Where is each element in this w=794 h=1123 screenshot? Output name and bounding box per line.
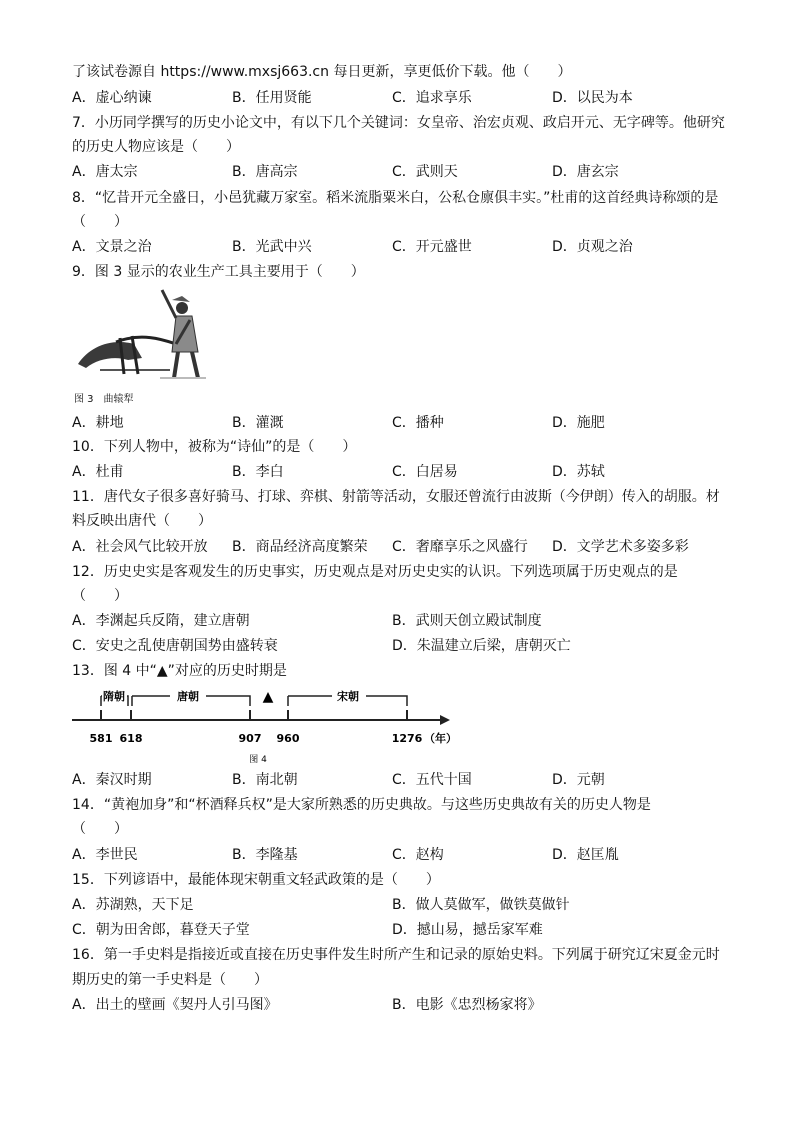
q11-stem-line1: 11．唐代女子很多喜好骑马、打球、弈棋、射箭等活动，女服还曾流行由波斯（今伊朗）传入的胡服。材 [72,489,720,505]
q8-option-c: C．开元盛世 [392,239,472,255]
q10-option-a: A．杜甫 [72,464,124,480]
q16-stem-line2: 期历史的第一手史料是（ ） [72,972,268,988]
q14-option-d: D．赵匡胤 [552,847,619,863]
q7-stem-line1: 7．小历同学撰写的历史小论文中，有以下几个关键词：女皇帝、治宏贞观、政启开元、无字碑等。他研究 [72,115,725,131]
q15-option-c: C．朝为田舍郎，暮登天子堂 [72,922,250,938]
q10-stem: 10．下列人物中，被称为“诗仙”的是（ ） [72,439,357,455]
q12-option-c: C．安史之乱使唐朝国势由盛转衰 [72,638,278,654]
q16-option-b: B．电影《忠烈杨家将》 [392,997,542,1013]
q9-option-b: B．灌溉 [232,415,284,431]
q9-option-d: D．施肥 [552,415,605,431]
q12-option-d: D．朱温建立后梁，唐朝灭亡 [392,638,571,654]
q9-option-a: A．耕地 [72,415,124,431]
timeline-label-sui: 隋朝 [103,690,125,703]
q8-option-a: A．文景之治 [72,239,152,255]
timeline-tick-907: 907 [238,732,262,745]
q11-option-c: C．奢靡享乐之风盛行 [392,539,528,555]
q13-option-a: A．秦汉时期 [72,772,152,788]
timeline-svg [72,682,462,768]
q7-option-b: B．唐高宗 [232,164,298,180]
q6-option-a: A．虚心纳谏 [72,90,152,106]
q11-option-a: A．社会风气比较开放 [72,539,208,555]
q10-option-d: D．苏轼 [552,464,605,480]
q6-option-c: C．追求享乐 [392,90,472,106]
q14-option-c: C．赵构 [392,847,444,863]
q8-stem-line1: 8．“忆昔开元全盛日，小邑犹藏万家室。稻米流脂粟米白，公私仓廪俱丰实。”杜甫的这首经典诗称颂的是 [72,190,719,206]
q12-stem-line2: （ ） [72,588,128,604]
q10-option-c: C．白居易 [392,464,458,480]
q7-option-c: C．武则天 [392,164,458,180]
q11-option-b: B．商品经济高度繁荣 [232,539,368,555]
q8-option-d: D．贞观之治 [552,239,633,255]
q14-stem-line2: （ ） [72,821,128,837]
q9-option-c: C．播种 [392,415,444,431]
q15-option-b: B．做人莫做军，做铁莫做针 [392,897,570,913]
q8-stem-line2: （ ） [72,214,128,230]
q7-option-a: A．唐太宗 [72,164,138,180]
q13-option-b: B．南北朝 [232,772,298,788]
figure3-caption: 图 3 曲辕犁 [74,394,134,405]
q14-option-b: B．李隆基 [232,847,298,863]
timeline-tick-581: 581 [89,732,113,745]
q14-stem-line1: 14．“黄袍加身”和“杯酒释兵权”是大家所熟悉的历史典故。与这些历史典故有关的历史人物是 [72,797,651,813]
curved-plough-figure [72,286,212,404]
q7-stem-line2: 的历史人物应该是（ ） [72,139,240,155]
timeline-unit: （年） [424,732,457,745]
q15-stem: 15．下列谚语中，最能体现宋朝重文轻武政策的是（ ） [72,872,440,888]
timeline-tick-618: 618 [119,732,143,745]
q13-option-d: D．元朝 [552,772,605,788]
header-line: 了该试卷源自 https://www.mxsj663.cn 每日更新，享更低价下载。他（ ） [72,64,572,80]
q12-option-b: B．武则天创立殿试制度 [392,613,542,629]
q13-option-c: C．五代十国 [392,772,472,788]
q6-option-d: D．以民为本 [552,90,633,106]
q12-stem-line1: 12．历史史实是客观发生的历史事实，历史观点是对历史史实的认识。下列选项属于历史观点的是 [72,564,678,580]
timeline-tick-1276: 1276 [391,732,423,745]
q7-option-d: D．唐玄宗 [552,164,619,180]
q15-option-d: D．撼山易，撼岳家军难 [392,922,543,938]
q15-option-a: A．苏湖熟，天下足 [72,897,194,913]
timeline-tick-960: 960 [276,732,300,745]
q13-stem: 13．图 4 中“▲”对应的历史时期是 [72,663,287,679]
q12-option-a: A．李渊起兵反隋，建立唐朝 [72,613,250,629]
q8-option-b: B．光武中兴 [232,239,312,255]
figure4-caption: 图 4 [249,755,267,765]
q6-option-b: B．任用贤能 [232,90,312,106]
q16-stem-line1: 16．第一手史料是指接近或直接在历史事件发生时所产生和记录的原始史料。下列属于研究辽宋夏金元时 [72,947,720,963]
q9-stem: 9．图 3 显示的农业生产工具主要用于（ ） [72,264,365,280]
q16-option-a: A．出土的壁画《契丹人引马图》 [72,997,278,1013]
timeline-marker-triangle: ▲ [262,689,274,705]
curved-plough-illustration [72,286,212,386]
timeline-label-tang: 唐朝 [177,690,199,703]
q10-option-b: B．李白 [232,464,284,480]
q11-option-d: D．文学艺术多姿多彩 [552,539,689,555]
timeline-label-song: 宋朝 [337,690,359,703]
timeline-figure [72,682,462,768]
q11-stem-line2: 料反映出唐代（ ） [72,513,212,529]
q14-option-a: A．李世民 [72,847,138,863]
